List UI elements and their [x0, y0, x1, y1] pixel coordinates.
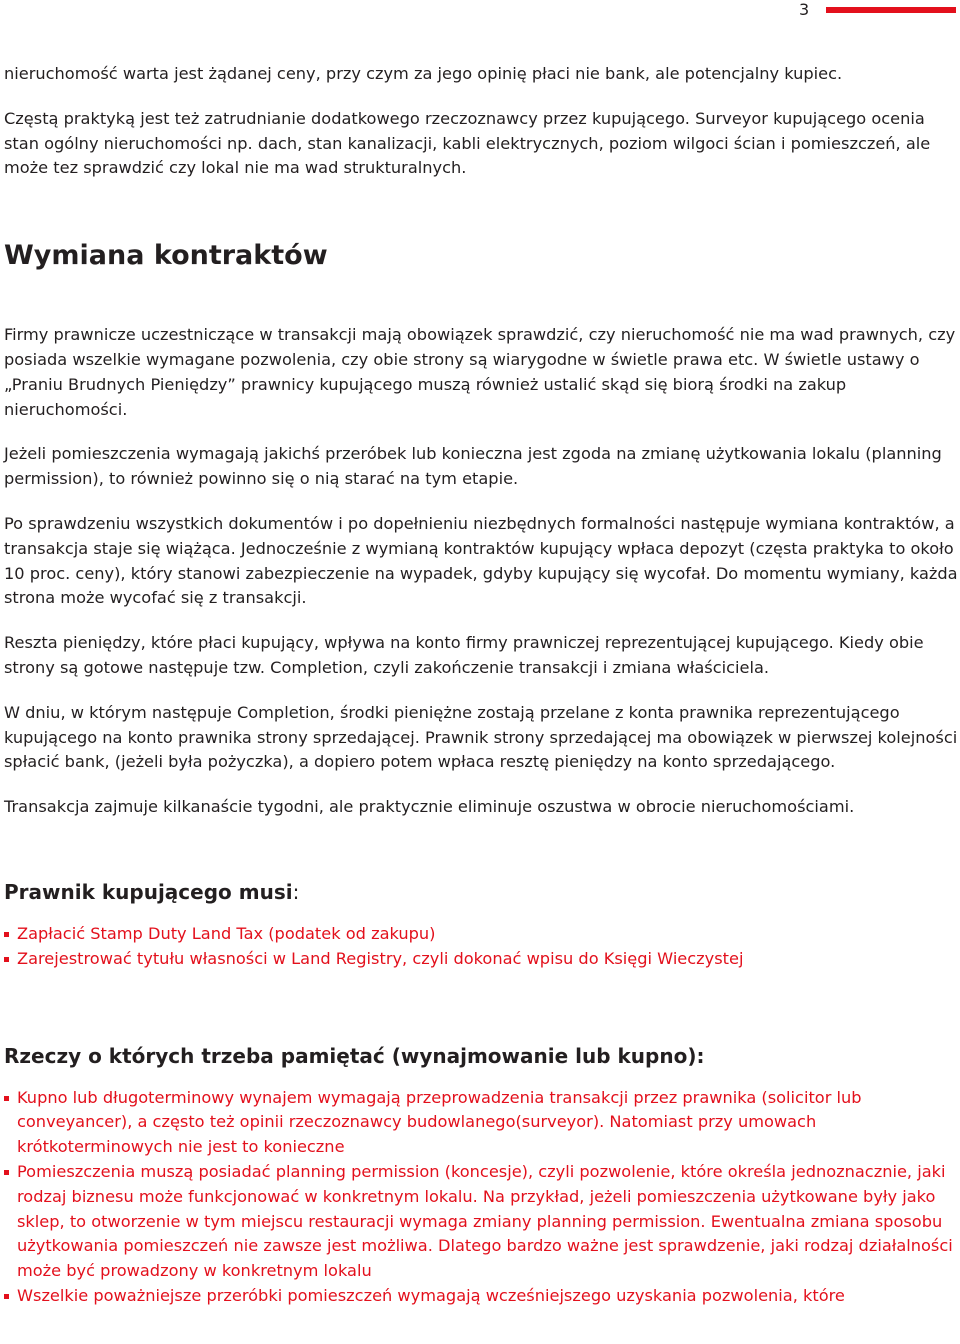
intro-paragraph: nieruchomość warta jest żądanej ceny, przy czym za jego opinię płaci nie bank, ale potencjalny kupiec. — [4, 64, 843, 83]
section-heading-lawyer — [4, 878, 958, 906]
square-bullet-icon — [4, 1294, 9, 1299]
list-item — [4, 1284, 958, 1309]
list-item-text: Pomieszczenia muszą posiadać planning permission (koncesje), czyli pozwolenie, które określa jednoznacznie, jaki rodzaj biznesu może funkcjonować w konkretnym lokalu. Na przykład, jeżeli pomieszczenia użytkowane były jako sklep, to otworzenie w tym miejscu restauracji wymaga zmiany planning permission. Ewentualna zmiana sposobu użytkowania pomieszczeń nie zawsze jest możliwa. Dlatego bardzo ważne jest sprawdzenie, jaki rodzaj działalności może być prowadzony w konkretnym lokalu — [17, 1161, 953, 1281]
section-heading-exchange: Wymiana kontraktów — [4, 240, 328, 272]
list-item-text: Wszelkie poważniejsze przeróbki pomieszczeń wymagają wcześniejszego uzyskania pozwolenia, które — [17, 1285, 845, 1305]
square-bullet-icon — [4, 932, 9, 937]
body-paragraph: Jeżeli pomieszczenia wymagają jakichś przeróbek lub konieczna jest zgoda na zmianę użytkowania lokalu (planning permission), to również powinno się o nią starać na tym etapie. — [4, 444, 942, 489]
square-bullet-icon — [4, 1096, 9, 1101]
body-paragraph: Reszta pieniędzy, które płaci kupujący, wpływa na konto firmy prawniczej reprezentującej kupującego. Kiedy obie strony są gotowe następuje tzw. Completion, czyli zakończenie transakcji i zmiana właściciela. — [4, 633, 924, 677]
body-paragraph: W dniu, w którym następuje Completion, środki pieniężne zostają przelane z konta prawnika reprezentującego kupującego na konto prawnika strony sprzedającej. Prawnik strony sprzedającej ma obowiązek w pierwszej kolejności spłacić bank, (jeżeli była pożyczka), a dopiero potem wpłaca resztę pieniędzy na konto sprzedającego. — [4, 702, 958, 772]
list-item — [4, 922, 958, 947]
exchange-section — [4, 323, 958, 820]
page-number: 3 — [799, 0, 810, 19]
body-paragraph: Po sprawdzeniu wszystkich dokumentów i po dopełnieniu niezbędnych formalności następuje wymiana kontraktów, a transakcja staje się wiążąca. Jednocześnie z wymianą kontraktów kupujący wpłaca depozyt (częsta praktyka to około 10 proc. ceny), który stanowi zabezpieczenie na wypadek, gdyby kupujący się wycofał. Do momentu wymiany, każda strona może wycofać się z transakcji. — [4, 513, 958, 608]
intro-paragraph: Częstą praktyką jest też zatrudnianie dodatkowego rzeczoznawcy przez kupującego. Surveyor kupującego ocenia stan ogólny nieruchomości np. dach, stan kanalizacji, kabli elektrycznych, poziom wilgoci ścian i pomieszczeń, ale może tez sprawdzić czy lokal nie ma wad strukturalnych. — [4, 108, 931, 178]
list-item — [4, 947, 958, 972]
list-item — [4, 1160, 958, 1284]
list-item-text: Zarejestrować tytułu własności w Land Registry, czyli dokonać wpisu do Księgi Wieczystej — [17, 948, 744, 968]
square-bullet-icon — [4, 1170, 9, 1175]
lawyer-duties-list — [4, 922, 958, 972]
body-paragraph: Transakcja zajmuje kilkanaście tygodni, ale praktycznie eliminuje oszustwa w obrocie nieruchomościami. — [4, 797, 855, 817]
intro-section — [4, 62, 958, 181]
header-accent-bar — [826, 7, 956, 13]
heading-colon: : — [292, 879, 300, 904]
section-heading-remember: Rzeczy o których trzeba pamiętać (wynajmowanie lub kupno): — [4, 1043, 705, 1068]
heading-text: Prawnik kupującego musi — [4, 879, 293, 904]
square-bullet-icon — [4, 957, 9, 962]
list-item — [4, 1086, 958, 1160]
remember-list — [4, 1086, 958, 1309]
body-paragraph: Firmy prawnicze uczestniczące w transakcji mają obowiązek sprawdzić, czy nieruchomość nie ma wad prawnych, czy posiada wszelkie wymagane pozwolenia, czy obie strony są wiarygodne w świetle prawa etc. W świetle ustawy o „Praniu Brudnych Pieniędzy” prawnicy kupującego muszą również ustalić skąd się biorą środki na zakup nieruchomości. — [4, 325, 956, 419]
list-item-text: Kupno lub długoterminowy wynajem wymagają przeprowadzenia transakcji przez prawnika (solicitor lub conveyancer), a często też opinii rzeczoznawcy budowlanego(surveyor). Natomiast przy umowach krótkoterminowych nie jest to konieczne — [17, 1087, 862, 1157]
list-item-text: Zapłacić Stamp Duty Land Tax (podatek od zakupu) — [17, 923, 436, 943]
document-body — [4, 62, 958, 1309]
